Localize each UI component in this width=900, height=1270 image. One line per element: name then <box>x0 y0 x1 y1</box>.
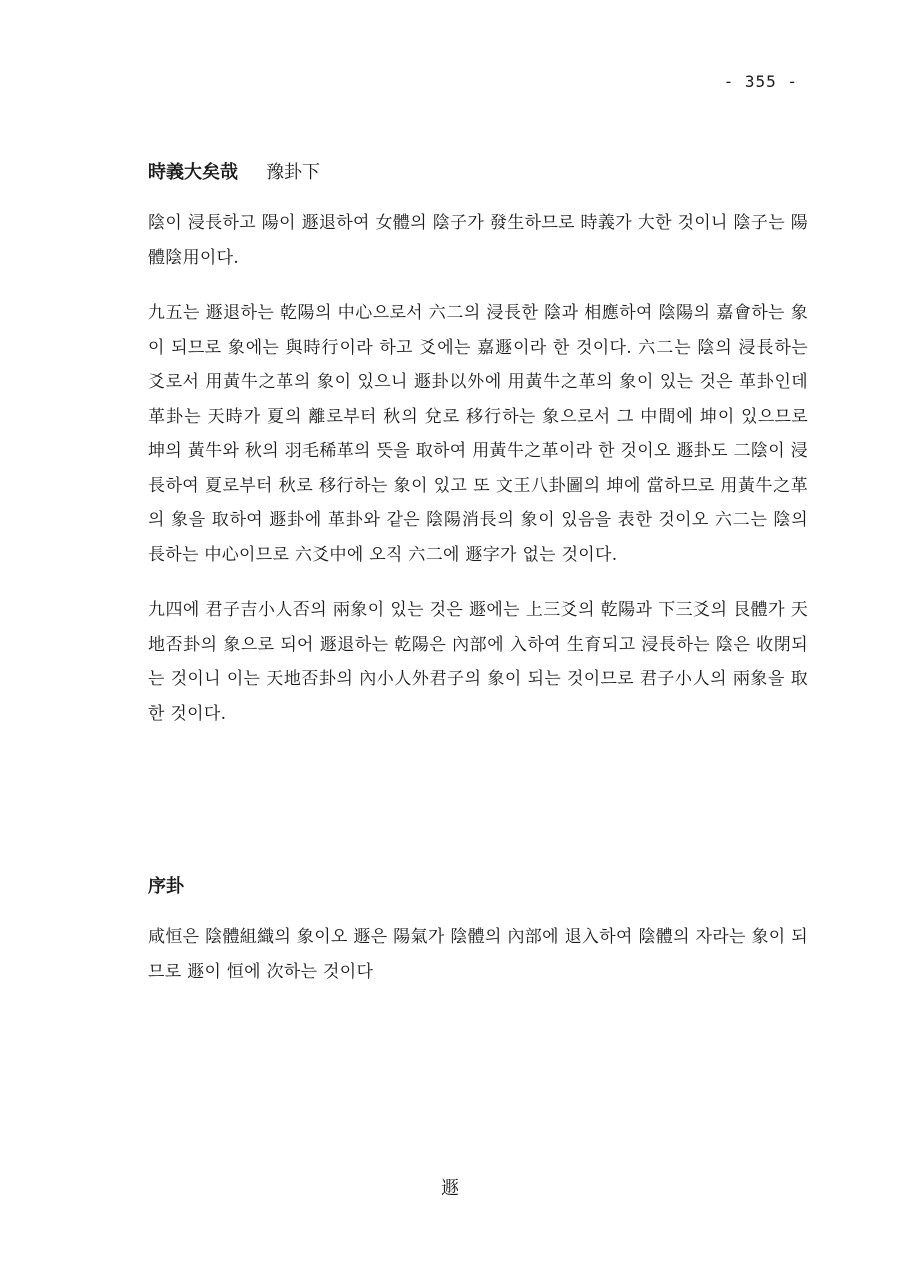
page-number: - 355 - <box>723 72 798 91</box>
heading-main-text: 時義大矣哉 <box>148 162 238 183</box>
heading-sub-text: 豫卦下 <box>266 162 320 183</box>
section-heading-time-meaning <box>148 158 808 184</box>
footer-hexagram-mark: 遯 <box>441 1178 459 1199</box>
paragraph-sequence: 咸恒은 陰體組織의 象이오 遯은 陽氣가 陰體의 內部에 退入하여 陰體의 자라는 象이 되므로 遯이 恒에 次하는 것이다 <box>148 927 808 982</box>
section-heading-sequence: 序卦 <box>148 876 184 897</box>
document-body <box>148 158 808 1010</box>
paragraph-1: 陰이 浸長하고 陽이 遯退하여 女體의 陰子가 發生하므로 時義가 大한 것이니 陰子는 陽體陰用이다. <box>148 213 808 268</box>
paragraph-2: 九五는 遯退하는 乾陽의 中心으로서 六二의 浸長한 陰과 相應하여 陰陽의 嘉會하는 象이 되므로 象에는 與時行이라 하고 爻에는 嘉遯이라 한 것이다. 六二는 陰의 浸長하는 爻로서 用黃牛之革의 象이 있으니 遯卦以外에 用黃牛之革의 象이 있는 것은 革卦인데 革卦는 天時가 夏의 離로부터 秋의 兌로 移行하는 象으로서 그 中間에 坤이 있으므로 坤의 黃牛와 秋의 羽毛稀革의 뜻을 取하여 用黃牛之革이라 한 것이오 遯卦도 二陰이 浸長하여 夏로부터 秋로 移行하는 象이 있고 또 文王八卦圖의 坤에 當하므로 用黃牛之革의 象을 取하여 遯卦에 革卦와 같은 陰陽消長의 象이 있음을 表한 것이오 六二는 陰의 長하는 中心이므로 六爻中에 오직 六二에 遯字가 없는 것이다. <box>148 303 808 565</box>
paragraph-3: 九四에 君子吉小人否의 兩象이 있는 것은 遯에는 上三爻의 乾陽과 下三爻의 艮體가 天地否卦의 象으로 되어 遯退하는 乾陽은 內部에 入하여 生育되고 浸長하는 陰은 收閉되는 것이니 이는 天地否卦의 內小人外君子의 象이 되는 것이므로 君子小人의 兩象을 取한 것이다. <box>148 600 808 724</box>
section-spacer <box>148 752 808 872</box>
